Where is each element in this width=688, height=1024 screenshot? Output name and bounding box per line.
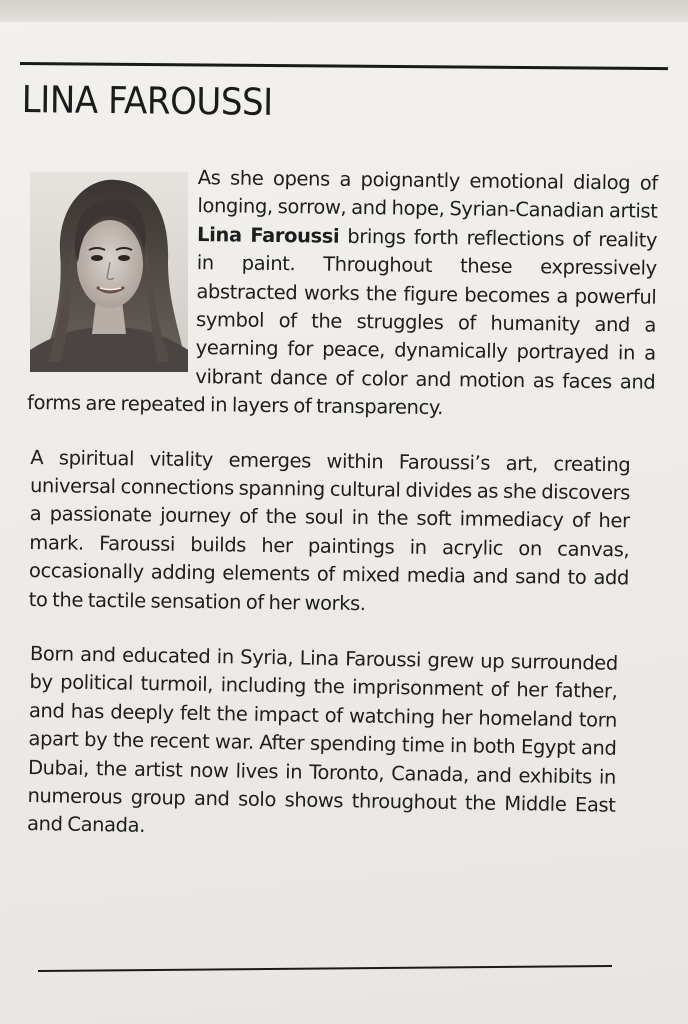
- bio-paragraph-1: [27, 162, 658, 425]
- artist-biography: [21, 162, 658, 873]
- artist-name-title: LINA FAROUSSI: [21, 78, 273, 124]
- bio-paragraph-1-intro: As she opens a poignantly emotional dialog of longing, sorrow, and hope, Syrian-Canadian artist: [197, 166, 658, 224]
- artist-name-bold: Lina Faroussi: [196, 222, 340, 248]
- bio-paragraph-2: A spiritual vitality emerges within Faroussi’s art, creating universal connections spanning cultural divides as she discovers a passionate journey of the soul in the soft immediacy of her mark. Faroussi builds her paintings in acrylic on canvas, occasionally adding elements of mixed media and sand to add to the tactile sensation of her works.: [28, 445, 631, 615]
- bottom-divider-rule: [38, 965, 612, 972]
- placard-top-edge: [0, 0, 688, 22]
- top-divider-rule: [20, 62, 668, 70]
- bio-paragraph-1-rest: brings forth reflections of reality in paint. Throughout these expressively abstracted works the figure becomes a powerful symbol of the struggles of humanity and a yearning for peace, dynamically portrayed in a vibrant dance of color and motion as faces and forms are repeated in layers of transparency.: [26, 224, 658, 420]
- portrait-spacer: [27, 162, 198, 386]
- bio-paragraph-3: Born and educated in Syria, Lina Faroussi grew up surrounded by political turmoil, including the imprisonment of her father, and has deeply felt the impact of watching her homeland torn apart by the recent war. After spending time in both Egypt and Dubai, the artist now lives in Toronto, Canada, and exhibits in numerous group and solo shows throughout the Middle East and Canada.: [26, 642, 619, 838]
